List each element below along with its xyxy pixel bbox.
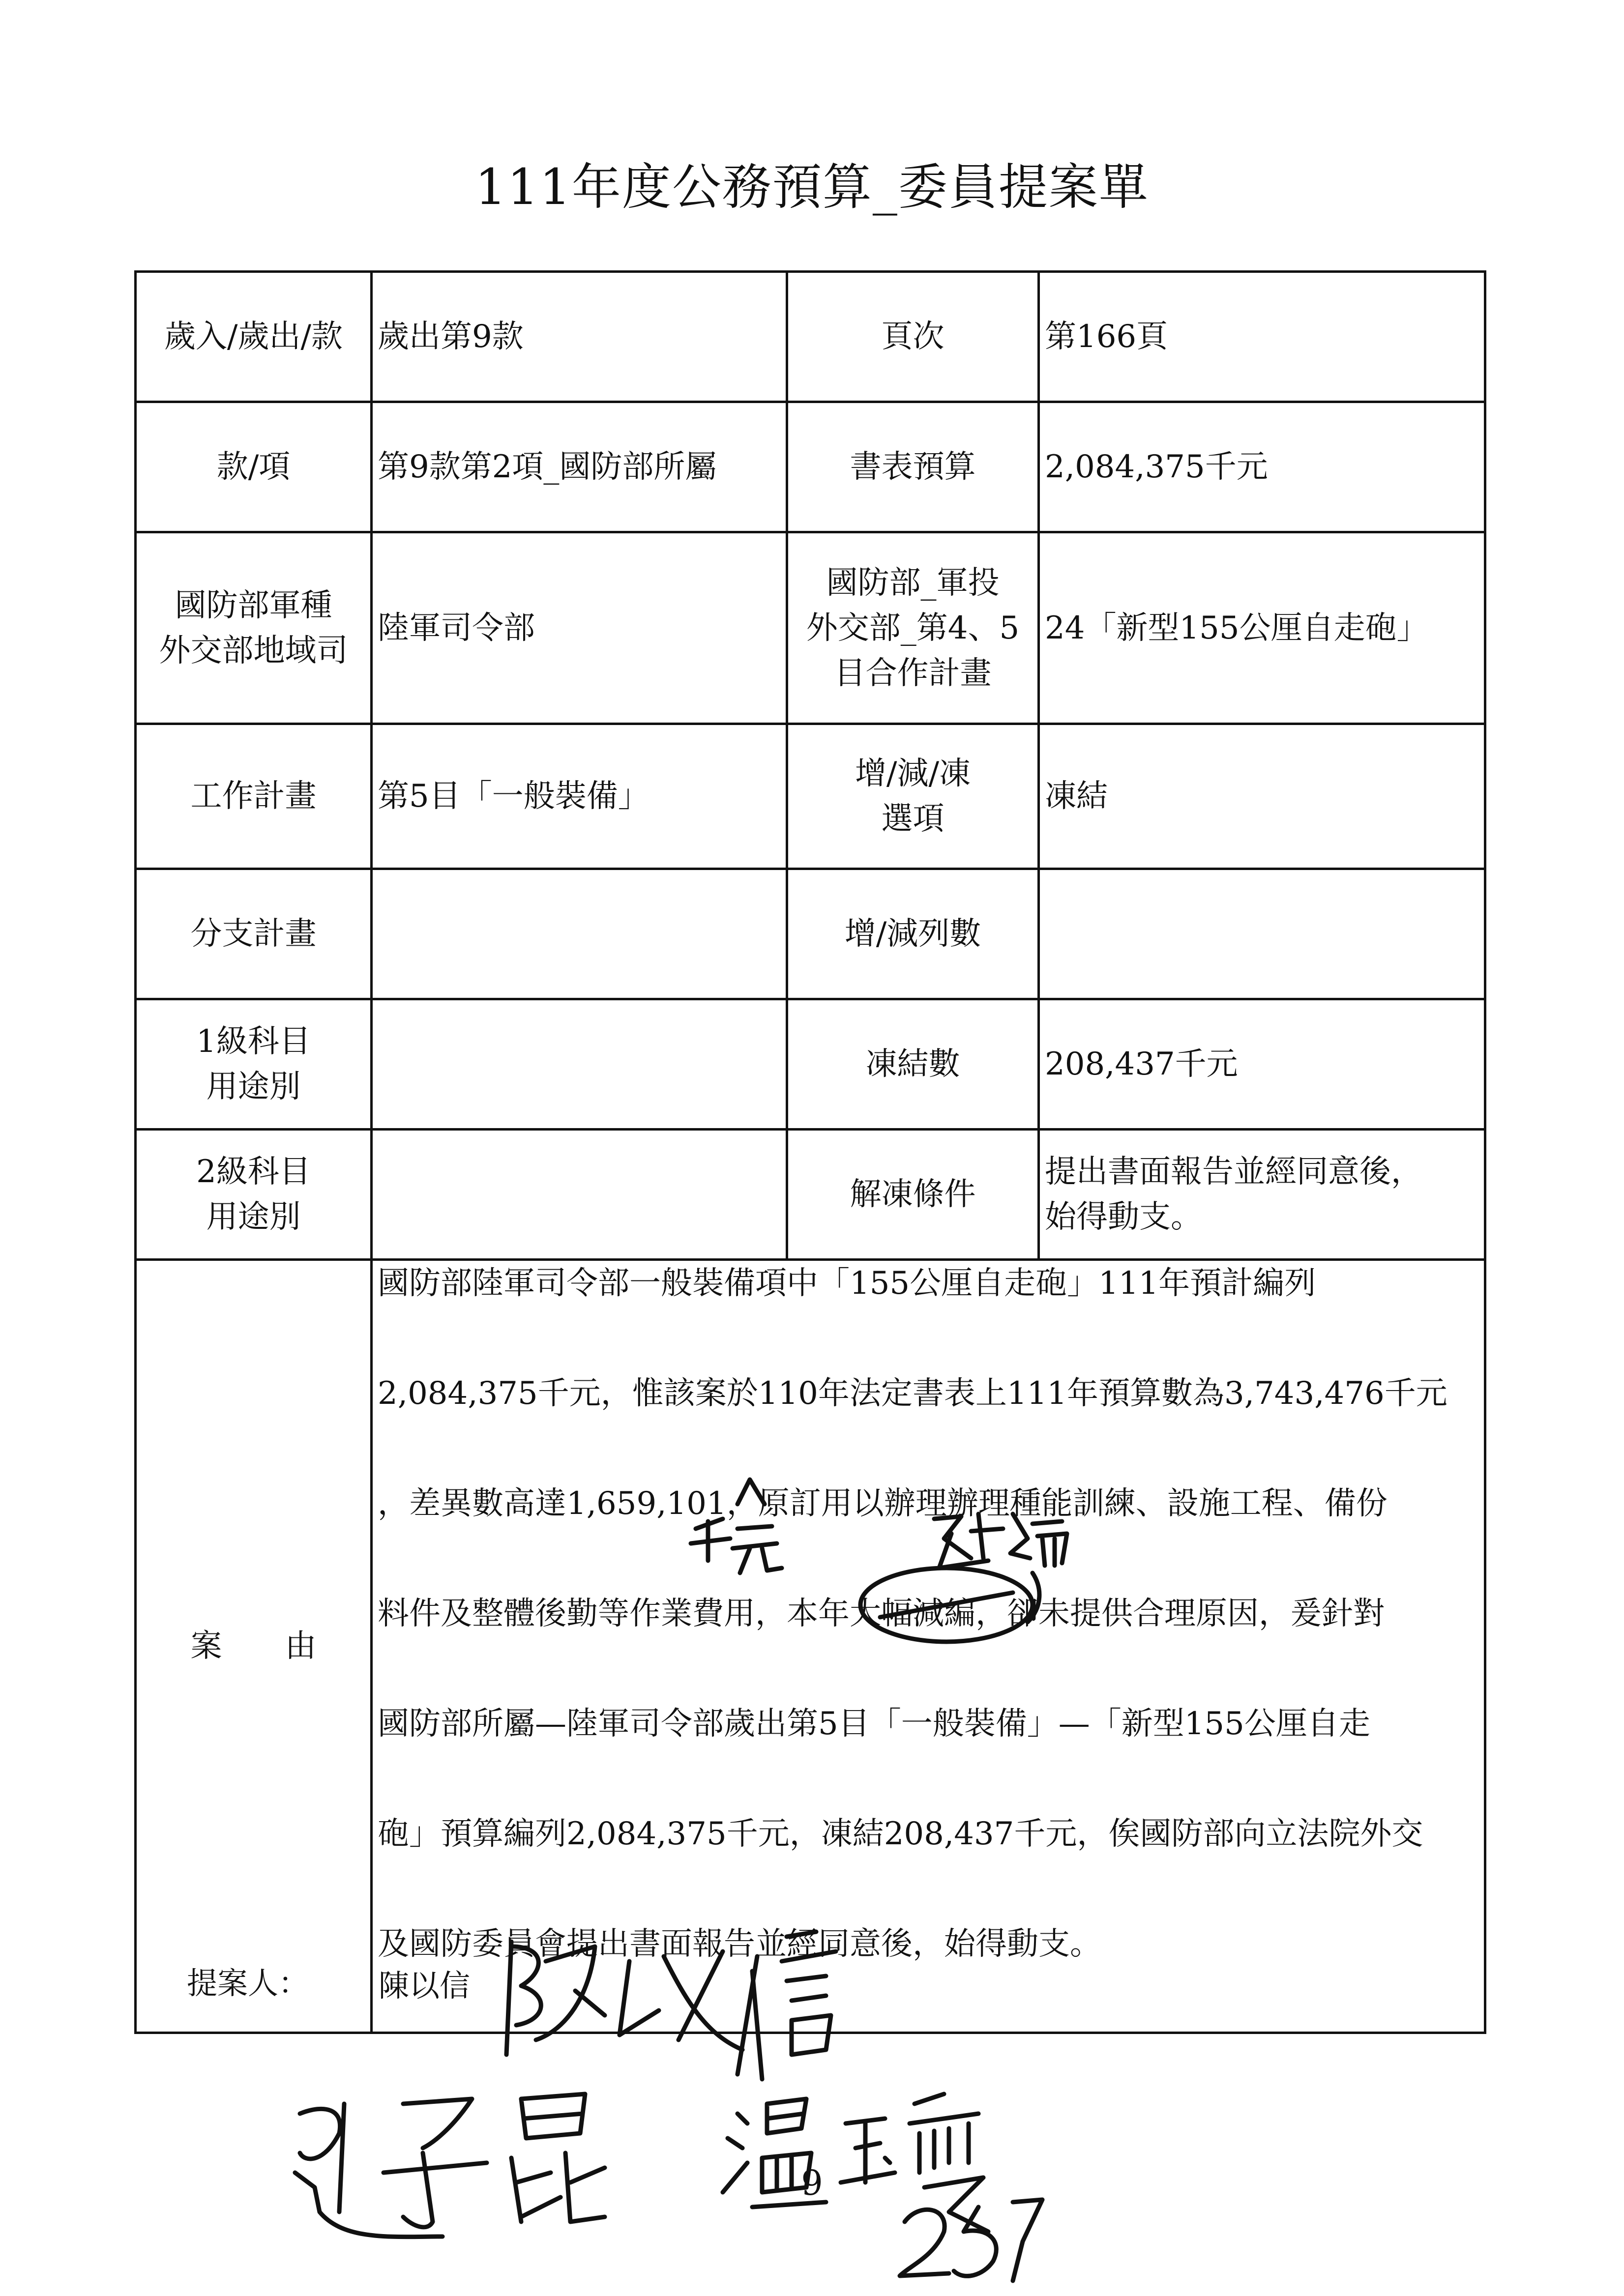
field-label: 2級科目 用途別: [136, 1130, 372, 1260]
field-value: [1039, 869, 1485, 999]
field-label: 解凍條件: [787, 1130, 1039, 1260]
reason-line: 國防部所屬—陸軍司令部歲出第5目「一般裝備」—「新型155公厘自走: [378, 1706, 1370, 1742]
field-value: 第5目「一般裝備」: [372, 724, 787, 869]
reason-line: ，差異數高達1,659,101，原訂用以辦理辦理種能訓練、設施工程、備份: [378, 1485, 1388, 1522]
page-number: 9: [801, 2163, 823, 2203]
field-value: 歲出第9款: [372, 272, 787, 402]
reason-text: [372, 1260, 1485, 2033]
field-value: [372, 999, 787, 1130]
field-label: 頁次: [787, 272, 1039, 402]
reason-label: 案 由: [136, 1260, 372, 2033]
reason-line: 國防部陸軍司令部一般裝備項中「155公厘自走砲」111年預計編列: [378, 1265, 1316, 1302]
form-row: [136, 1130, 1485, 1260]
reason-row: [136, 1260, 1485, 2033]
field-label: 分支計畫: [136, 869, 372, 999]
form-row: [136, 999, 1485, 1130]
field-value: 提出書面報告並經同意後， 始得動支。: [1039, 1130, 1485, 1260]
reason-line: 砲」預算編列2,084,375千元，凍結208,437千元，俟國防部向立法院外交: [378, 1816, 1423, 1852]
reason-line: 料件及整體後勤等作業費用，本年大幅減編，卻未提供合理原因，爰針對: [378, 1596, 1385, 1632]
reason-line: 2,084,375千元，惟該案於110年法定書表上111年預算數為3,743,476千元: [378, 1375, 1447, 1412]
field-label: 1級科目 用途別: [136, 999, 372, 1130]
field-value: 208,437千元: [1039, 999, 1485, 1130]
field-label: 凍結數: [787, 999, 1039, 1130]
form-row: [136, 724, 1485, 869]
field-value: 24「新型155公厘自走砲」: [1039, 532, 1485, 724]
field-label: 款/項: [136, 402, 372, 532]
proposal-form-table: [134, 270, 1486, 2034]
form-row: [136, 532, 1485, 724]
field-value: 陸軍司令部: [372, 532, 787, 724]
field-label: 書表預算: [787, 402, 1039, 532]
field-value: 2,084,375千元: [1039, 402, 1485, 532]
form-row: [136, 402, 1485, 532]
form-row: [136, 272, 1485, 402]
field-value: [372, 869, 787, 999]
field-value: 凍結: [1039, 724, 1485, 869]
field-label: 增/減列數: [787, 869, 1039, 999]
reason-line: 及國防委員會提出書面報告並經同意後，始得動支。: [378, 1926, 1101, 1962]
form-row: [136, 869, 1485, 999]
proposer-label: 提案人：: [187, 1965, 309, 2001]
field-label: 增/減/凍 選項: [787, 724, 1039, 869]
field-label: 工作計畫: [136, 724, 372, 869]
handwritten-number-257: [900, 2200, 1042, 2281]
field-label: 歲入/歲出/款: [136, 272, 372, 402]
proposer-name: 陳以信: [379, 1968, 471, 2004]
field-label: 國防部_軍投 外交部_第4、5 目合作計畫: [787, 532, 1039, 724]
document-title: 111年度公務預算_委員提案單: [475, 158, 1149, 216]
field-value: 第9款第2項_國防部所屬: [372, 402, 787, 532]
field-label: 國防部軍種 外交部地域司: [136, 532, 372, 724]
field-value: [372, 1130, 787, 1260]
field-value: 第166頁: [1039, 272, 1485, 402]
